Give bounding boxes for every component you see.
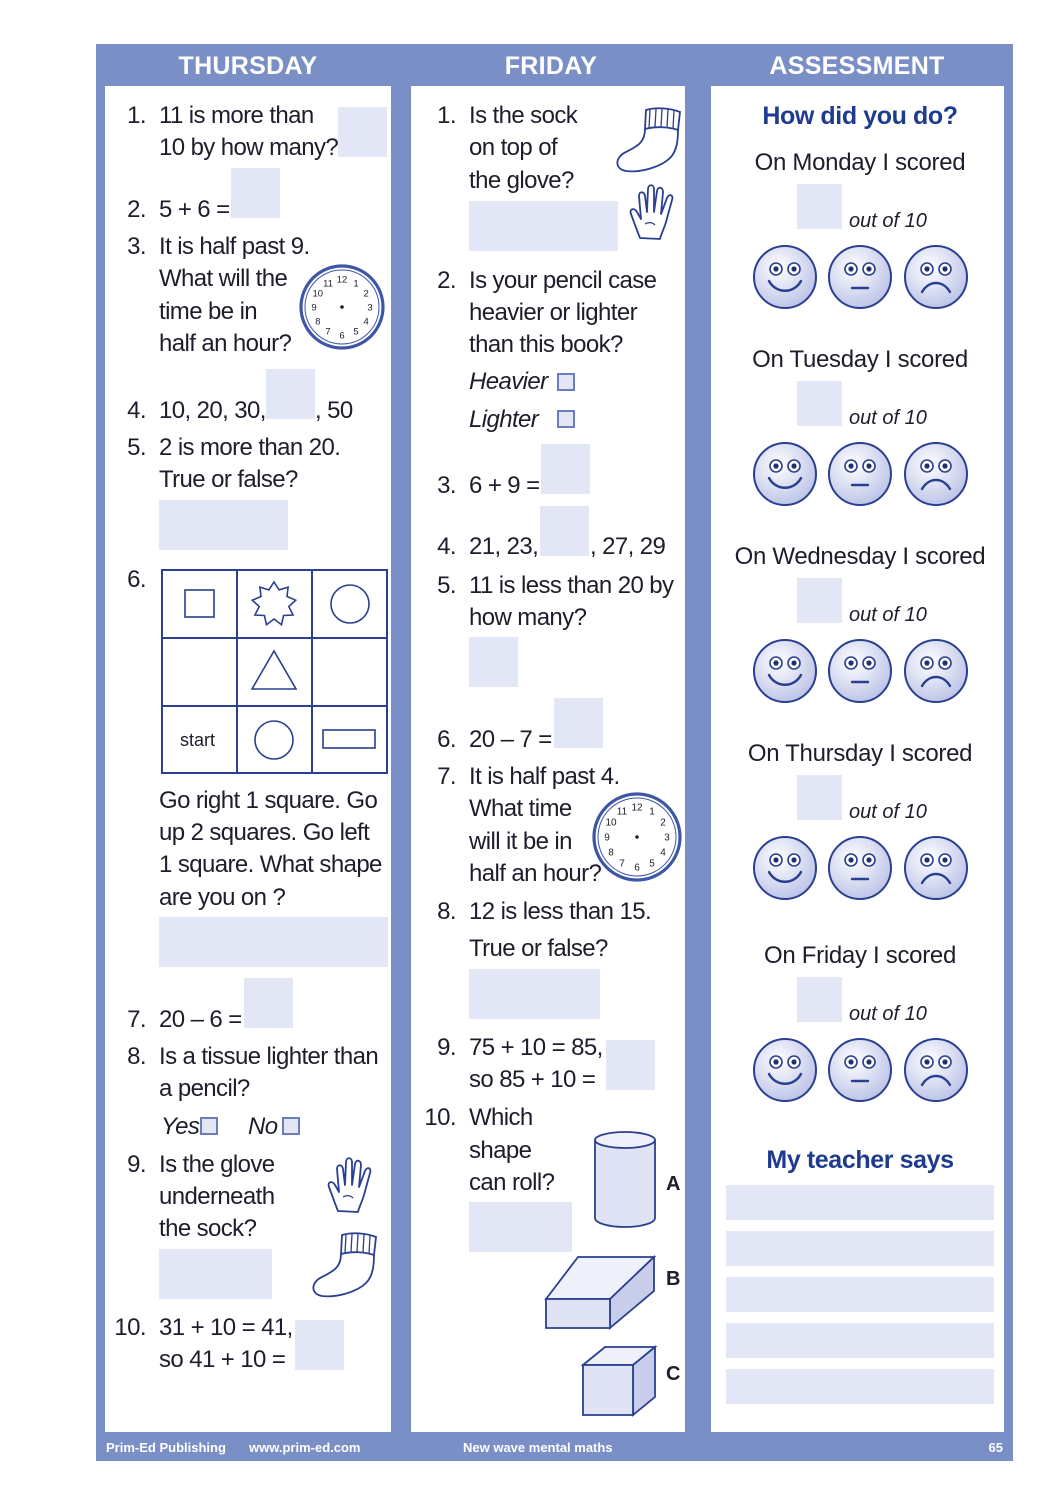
score-box[interactable] [797,578,842,623]
clock-number: 3 [664,832,670,844]
question-text: 6 + 9 = [469,472,540,499]
question-number: 8. [437,898,456,925]
question-text: 1 square. What shape [159,851,382,878]
question-text: , 27, 29 [590,533,666,560]
option-label: Yes [161,1113,200,1140]
out-of-label: out of 10 [849,604,927,626]
question-text: It is half past 9. [159,233,310,260]
clock-number: 8 [315,316,321,328]
question-text: It is half past 4. [469,763,620,790]
clock-number: 12 [336,274,348,286]
clock-number: 1 [353,278,359,290]
answer-box[interactable] [231,168,280,218]
question-number: 4. [437,533,456,560]
grid-start-label: start [180,730,216,750]
question-text: time be in [159,298,258,325]
question-number: 8. [127,1043,146,1070]
score-label: On Monday I scored [754,149,966,176]
question-text: 20 – 7 = [469,726,552,753]
answer-box[interactable] [469,969,600,1019]
sad-face-icon[interactable] [903,1037,969,1103]
question-text: the glove? [469,167,574,194]
question-text: True or false? [469,935,608,962]
heavier-checkbox[interactable] [557,373,575,391]
teacher-comment-line[interactable] [726,1231,994,1266]
clock-number: 6 [339,330,345,342]
question-text: 2 is more than 20. [159,434,341,461]
clock-number: 4 [363,316,369,328]
question-text: Is your pencil case [469,267,657,294]
clock-number: 9 [311,302,317,314]
score-box[interactable] [797,977,842,1022]
question-text: Is the sock [469,102,578,129]
answer-box[interactable] [266,369,315,419]
question-number: 2. [437,267,456,294]
neutral-face-icon[interactable] [827,441,893,507]
neutral-face-icon[interactable] [827,244,893,310]
neutral-face-icon[interactable] [827,835,893,901]
clock-number: 7 [619,858,625,870]
happy-face-icon[interactable] [752,244,818,310]
out-of-label: out of 10 [849,801,927,823]
question-text: 10 by how many? [159,134,339,161]
sock-icon [612,106,684,176]
shape-label-a: A [666,1173,681,1195]
question-text: Is the glove [159,1151,275,1178]
footer-page-number: 65 [988,1440,1003,1455]
question-number: 4. [127,397,146,424]
question-text: how many? [469,604,587,631]
lighter-checkbox[interactable] [557,410,575,428]
question-text: than this book? [469,331,623,358]
clock-icon [299,264,385,350]
clock-icon [592,792,682,882]
clock-number: 1 [649,806,655,818]
no-checkbox[interactable] [282,1117,300,1135]
question-number: 1. [127,102,146,129]
clock-number: 11 [616,806,628,818]
option-label: Lighter [469,406,539,433]
question-text: Is a tissue lighter than [159,1043,379,1070]
question-text: 10, 20, 30, [159,397,266,424]
clock-number: 2 [660,817,666,829]
question-number: 6. [437,726,456,753]
answer-box[interactable] [159,917,388,967]
question-text: will it be in [469,828,572,855]
assessment-header: ASSESSMENT [769,52,945,80]
clock-number: 12 [631,802,643,814]
question-number: 5. [127,434,146,461]
question-number: 10. [114,1314,146,1341]
out-of-label: out of 10 [849,210,927,232]
question-number: 2. [127,196,146,223]
score-label: On Wednesday I scored [734,543,986,570]
question-text: 11 is less than 20 by [469,572,674,599]
neutral-face-icon[interactable] [827,638,893,704]
answer-box[interactable] [606,1040,655,1090]
score-box[interactable] [797,184,842,229]
glove-icon [326,1157,382,1215]
score-box[interactable] [797,381,842,426]
question-number: 1. [437,102,456,129]
clock-number: 9 [604,832,610,844]
sad-face-icon[interactable] [903,244,969,310]
question-text: up 2 squares. Go left [159,819,370,846]
answer-box[interactable] [541,444,590,494]
happy-face-icon[interactable] [752,441,818,507]
answer-box[interactable] [469,637,518,687]
question-text: 20 – 6 = [159,1006,242,1033]
answer-box[interactable] [159,1249,272,1299]
star-shape [252,582,295,625]
clock-number: 4 [660,847,666,859]
score-box[interactable] [797,775,842,820]
happy-face-icon[interactable] [752,638,818,704]
question-text: True or false? [159,466,298,493]
clock-number: 10 [605,817,617,829]
happy-face-icon[interactable] [752,835,818,901]
column-notch [694,44,712,60]
question-text: 11 is more than [159,102,314,129]
glove-icon [628,184,684,242]
answer-box[interactable] [244,978,293,1028]
question-text: 75 + 10 = 85, [469,1034,603,1061]
option-label: No [248,1113,278,1140]
sock-icon [308,1231,380,1301]
answer-box[interactable] [295,1320,344,1370]
question-text: What time [469,795,572,822]
teacher-comment-line[interactable] [726,1369,994,1404]
clock-number: 10 [312,288,324,300]
clock-number: 6 [634,862,640,874]
question-text: are you on ? [159,884,286,911]
clock-number: 5 [649,858,655,870]
question-number: 7. [127,1006,146,1033]
question-number: 3. [127,233,146,260]
teacher-comment-line[interactable] [726,1185,994,1220]
neutral-face-icon[interactable] [827,1037,893,1103]
question-number: 9. [127,1151,146,1178]
question-number: 7. [437,763,456,790]
question-text: underneath [159,1183,275,1210]
question-text: shape [469,1137,532,1164]
column-notch [396,44,414,60]
question-number: 3. [437,472,456,499]
answer-box[interactable] [469,201,618,251]
cuboid-icon [544,1255,656,1330]
footer-book-title: New wave mental maths [463,1440,613,1455]
question-text: half an hour? [469,860,602,887]
score-label: On Tuesday I scored [752,346,968,373]
question-text: on top of [469,134,558,161]
yes-checkbox[interactable] [200,1117,218,1135]
question-text: heavier or lighter [469,299,637,326]
out-of-label: out of 10 [849,407,927,429]
thursday-header: THURSDAY [178,52,318,80]
score-label: On Thursday I scored [747,740,973,767]
sad-face-icon[interactable] [903,441,969,507]
happy-face-icon[interactable] [752,1037,818,1103]
question-text: the sock? [159,1215,257,1242]
answer-box[interactable] [469,1202,572,1252]
sad-face-icon[interactable] [903,638,969,704]
shape-label-b: B [666,1268,681,1290]
question-text: half an hour? [159,330,292,357]
cube-icon [581,1345,657,1417]
question-text: so 85 + 10 = [469,1066,596,1093]
teacher-title: My teacher says [766,1146,954,1174]
score-label: On Friday I scored [763,942,956,969]
question-text: What will the [159,265,288,292]
footer-publisher: Prim-Ed Publishing [106,1440,226,1455]
cylinder-icon [592,1130,658,1230]
question-text: Go right 1 square. Go [159,787,378,814]
clock-number: 11 [323,278,333,290]
clock-number: 3 [367,302,373,314]
shape-label-c: C [666,1363,681,1385]
answer-box[interactable] [540,506,589,556]
teacher-comment-line[interactable] [726,1277,994,1312]
question-text: can roll? [469,1169,555,1196]
option-label: Heavier [469,368,548,395]
clock-number: 8 [608,847,614,859]
question-number: 5. [437,572,456,599]
clock-number: 5 [353,326,359,338]
question-text: 12 is less than 15. [469,898,652,925]
question-text: 5 + 6 = [159,196,230,223]
question-number: 6. [127,566,146,593]
footer-website: www.prim-ed.com [249,1440,361,1455]
question-number: 9. [437,1034,456,1061]
answer-box[interactable] [159,500,288,550]
assessment-title: How did you do? [762,102,958,130]
teacher-comment-line[interactable] [726,1323,994,1358]
question-text: Which [469,1104,533,1131]
answer-box[interactable] [554,698,603,748]
question-text: 31 + 10 = 41, [159,1314,293,1341]
question-number: 10. [424,1104,456,1131]
page-footer [96,1432,1013,1461]
out-of-label: out of 10 [849,1003,927,1025]
question-text: , 50 [315,397,353,424]
answer-box[interactable] [338,107,387,157]
clock-number: 7 [325,326,331,338]
friday-header: FRIDAY [504,52,598,80]
sad-face-icon[interactable] [903,835,969,901]
question-text: so 41 + 10 = [159,1346,286,1373]
question-text: 21, 23, [469,533,539,560]
clock-number: 2 [363,288,369,300]
question-text: a pencil? [159,1075,250,1102]
